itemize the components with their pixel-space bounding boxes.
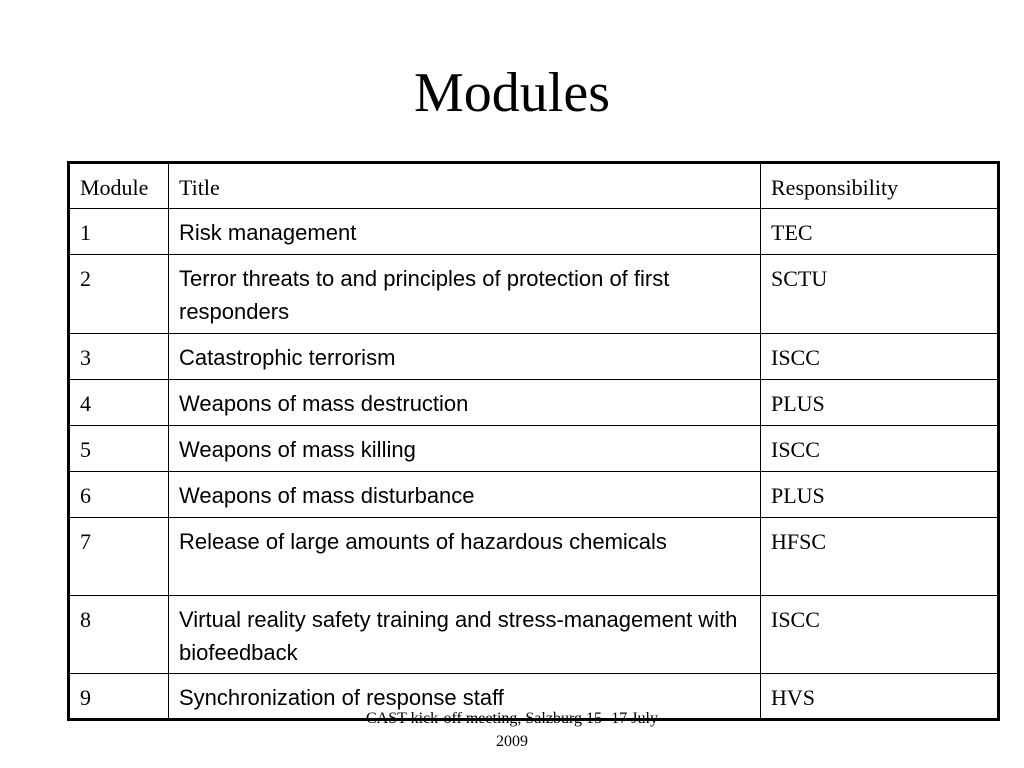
table-row	[69, 380, 999, 426]
table-header-row	[69, 163, 999, 209]
module-title: Risk management	[169, 209, 761, 255]
module-title: Weapons of mass disturbance	[169, 472, 761, 518]
module-number: 2	[69, 255, 169, 334]
module-title: Virtual reality safety training and stress-management with biofeedback	[169, 596, 761, 674]
module-title: Weapons of mass killing	[169, 426, 761, 472]
module-title: Synchronization of response staff	[169, 674, 761, 720]
module-responsibility: ISCC	[761, 426, 999, 472]
module-title: Release of large amounts of hazardous chemicals	[169, 518, 761, 596]
module-responsibility: TEC	[761, 209, 999, 255]
slide-title: Modules	[414, 62, 610, 124]
header-responsibility: Responsibility	[761, 163, 999, 209]
module-responsibility: HVS	[761, 674, 999, 720]
table-row	[69, 334, 999, 380]
table-row	[69, 426, 999, 472]
module-responsibility: ISCC	[761, 334, 999, 380]
module-number: 5	[69, 426, 169, 472]
slide-footer: CAST kick-off meeting, Salzburg 15 -17 July 2009	[366, 710, 658, 750]
module-responsibility: PLUS	[761, 380, 999, 426]
table-row	[69, 255, 999, 334]
module-number: 4	[69, 380, 169, 426]
table-row	[69, 596, 999, 674]
header-title: Title	[169, 163, 761, 209]
table-row	[69, 209, 999, 255]
header-module: Module	[69, 163, 169, 209]
module-responsibility: ISCC	[761, 596, 999, 674]
module-number: 9	[69, 674, 169, 720]
module-responsibility: SCTU	[761, 255, 999, 334]
module-number: 3	[69, 334, 169, 380]
module-number: 8	[69, 596, 169, 674]
module-title: Catastrophic terrorism	[169, 334, 761, 380]
module-title: Weapons of mass destruction	[169, 380, 761, 426]
module-responsibility: HFSC	[761, 518, 999, 596]
module-number: 1	[69, 209, 169, 255]
module-number: 7	[69, 518, 169, 596]
module-title: Terror threats to and principles of protection of first responders	[169, 255, 761, 334]
modules-table	[67, 161, 1000, 721]
module-number: 6	[69, 472, 169, 518]
module-responsibility: PLUS	[761, 472, 999, 518]
table-row	[69, 472, 999, 518]
table-row	[69, 518, 999, 596]
